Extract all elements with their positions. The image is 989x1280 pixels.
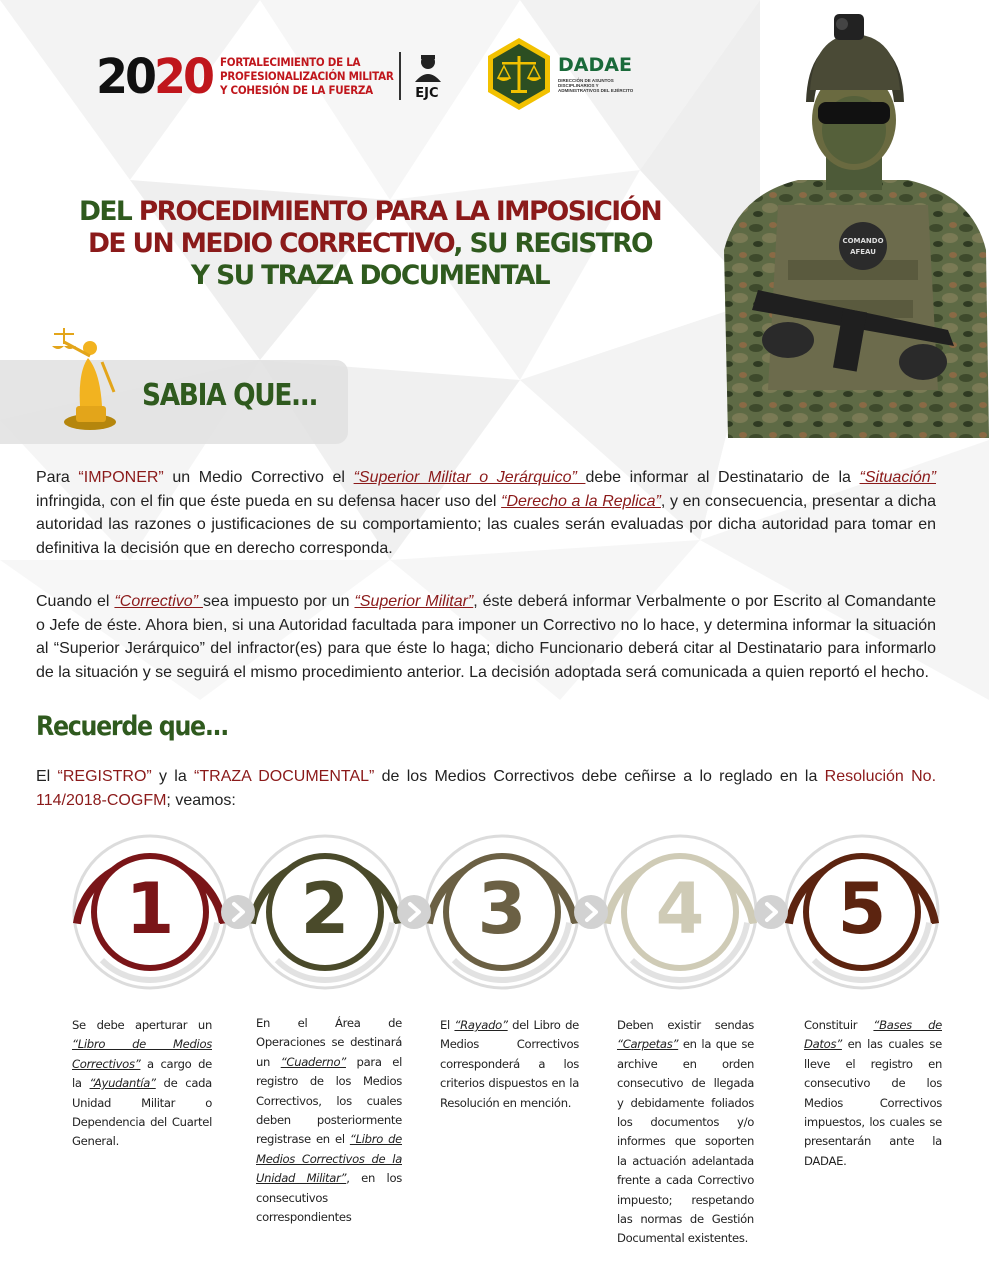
logo-2020 — [96, 47, 449, 105]
dadae-logo — [484, 36, 638, 112]
step-2-number: 2 — [300, 868, 350, 950]
ejc-logo: EJC — [407, 52, 449, 100]
soldier-bust-icon — [407, 52, 449, 82]
paragraph-registro: El “REGISTRO” y la “TRAZA DOCUMENTAL” de los Medios Correctivos debe ceñirse a lo reglado en la Resolución No. 114/2018-COGFM; veamos: — [36, 768, 937, 809]
main-title: DEL PROCEDIMIENTO PARA LA IMPOSICIÓN DE UN MEDIO CORRECTIVO, SU REGISTRO Y SU TRAZA DOCUMENTAL — [78, 196, 662, 291]
paragraph-correctivo: Cuando el “Correctivo” sea impuesto por un “Superior Militar”, éste deberá informar Verbalmente o por Escrito al Comandante o Jefe de éste. Ahora bien, si una Autoridad facultada para imponer un Correctivo no lo hace, y determina informar la situación al “Superior Jerárquico” del infractor(es) para que éste lo haga; dicho Funcionario deberá citar al Destinatario para informarlo de la situación y se seguirá el mismo procedimiento anterior. La decisión adoptada será comunicada a quien reportó el hecho. — [36, 593, 936, 681]
step-5-text: Constituir “Bases de Datos” en las cuales se lleve el registro en consecutivo de los Medios Correctivos impuestos, los cuales se presentarán ante la DADAE. — [804, 1018, 942, 1168]
svg-text:COMANDO: COMANDO — [842, 237, 884, 245]
svg-text:AFEAU: AFEAU — [850, 248, 876, 256]
step-3-text: El “Rayado” del Libro de Medios Correctivos corresponderá a los criterios dispuestos en la Resolución en mención. — [440, 1018, 579, 1110]
step-2-text: En el Área de Operaciones se destinará un “Cuaderno” para el registro de los Medios Correctivos, los cuales deben posteriormente registrase en el “Libro de Medios Correctivos de la Unidad Militar”, en los consecutivos correspondientes — [256, 1016, 403, 1225]
chevron-right-icon — [221, 895, 255, 929]
dadae-subtitle: DIRECCIÓN DE ASUNTOS DISCIPLINARIOS Y ADMINISTRATIVOS DEL EJÉRCITO — [558, 77, 634, 93]
step-4-text: Deben existir sendas “Carpetas” en la que se archive en orden consecutivo de llegada y debidamente foliados los documentos y/o informes que soporten la actuación adelantada frente a cada Correctivo impuesto; respetando las normas de Gestión Documental existentes. — [617, 1018, 754, 1246]
year-mark: 2020 — [96, 47, 213, 105]
recuerde-heading: Recuerde que... — [36, 711, 228, 742]
dadae-title: DADAE — [558, 53, 632, 76]
step-4-number: 4 — [655, 868, 705, 950]
chevron-right-icon — [754, 895, 788, 929]
step-5-number: 5 — [837, 868, 887, 950]
step-1-text: Se debe aperturar un “Libro de Medios Correctivos” a cargo de la “Ayudantía” de cada Unidad Militar o Dependencia del Cuartel General. — [72, 1018, 212, 1149]
slogan: FORTALECIMIENTO DE LA PROFESIONALIZACIÓN MILITAR Y COHESIÓN DE LA FUERZA — [220, 55, 394, 97]
chevron-right-icon — [574, 895, 608, 929]
lady-justice-icon — [50, 322, 126, 432]
soldier-illustration — [718, 10, 989, 438]
step-3-number: 3 — [477, 868, 527, 950]
scales-shield-icon — [484, 36, 554, 112]
step-1-number: 1 — [125, 868, 175, 950]
chevron-right-icon — [397, 895, 431, 929]
paragraph-imponer: Para “IMPONER” un Medio Correctivo el “Superior Militar o Jerárquico” debe informar al Destinatario de la “Situación” infringida, con el fin que éste pueda en su defensa hacer uso del “Derecho a la Replica”, y en consecuencia, presentar a dicha autoridad las razones o justificaciones de su comportamiento; las cuales serán evaluadas por dicha autoridad para tomar en definitiva la decisión que en derecho corresponda. — [36, 469, 937, 557]
logo-divider — [399, 52, 401, 100]
sabia-heading: SABIA QUE... — [142, 378, 318, 413]
